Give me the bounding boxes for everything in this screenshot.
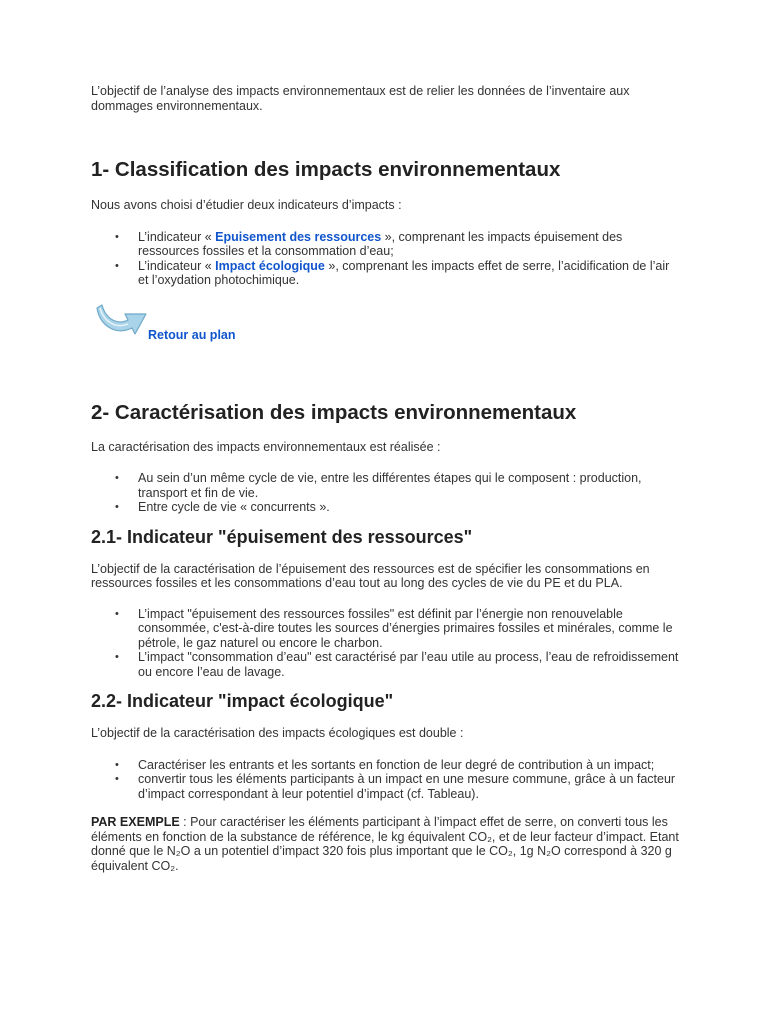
section-2-1-heading: 2.1- Indicateur "épuisement des ressources" bbox=[91, 526, 473, 547]
section-2-2-lead: L’objectif de la caractérisation des impacts écologiques est double : bbox=[91, 726, 464, 740]
section-1-list bbox=[91, 230, 683, 288]
example-label: PAR EXEMPLE bbox=[91, 815, 180, 829]
epuisement-ressources-link[interactable]: Epuisement des ressources bbox=[215, 229, 382, 244]
document-page bbox=[91, 84, 683, 873]
example-paragraph bbox=[91, 815, 683, 873]
section-2-lead: La caractérisation des impacts environnementaux est réalisée : bbox=[91, 439, 441, 454]
list-item: • L’impact "épuisement des ressources fossiles" est définit par l’énergie non renouvelable consommée, c'est-à-dire toutes les sources d’énergies primaires fossiles et minérales, comme le pétrole, le gaz naturel ou encore le charbon. bbox=[138, 607, 683, 651]
intro-paragraph: L’objectif de l’analyse des impacts environnementaux est de relier les données de l’inventaire aux dommages environnementaux. bbox=[91, 84, 630, 113]
section-2-1-lead: L’objectif de la caractérisation de l’épuisement des ressources est de spécifier les consommations en ressources fossiles et les consommations d’eau tout au long des cycles de vie du PE et du PLA. bbox=[91, 561, 650, 590]
section-2-list bbox=[91, 471, 683, 515]
section-1-heading: 1- Classification des impacts environnementaux bbox=[91, 158, 561, 181]
section-1-lead: Nous avons choisi d’étudier deux indicateurs d’impacts : bbox=[91, 198, 402, 212]
example-text: : Pour caractériser les éléments participant à l’impact effet de serre, on converti tous les éléments en fonction de la substance de référence, le kg équivalent CO₂, et de leur facteur d’impact. Etant donné que le N₂O a un potentiel d’impact 320 fois plus important que le CO₂, 1g N₂O correspond à 320 g équivalent CO₂. bbox=[91, 815, 679, 873]
list-item: • Au sein d’un même cycle de vie, entre les différentes étapes qui le composent : production, transport et fin de vie. bbox=[138, 471, 683, 500]
list-item: • L’indicateur « Impact écologique », comprenant les impacts effet de serre, l’acidification de l’air et l’oxydation photochimique. bbox=[138, 259, 683, 288]
section-2-1-list bbox=[91, 607, 683, 680]
section-2-2-list bbox=[91, 758, 683, 802]
impact-ecologique-link[interactable]: Impact écologique bbox=[215, 258, 325, 273]
list-item: • convertir tous les éléments participants à un impact en une mesure commune, grâce à un facteur d’impact correspondant à leur potentiel d’impact (cf. Tableau). bbox=[138, 772, 683, 801]
list-item: • L’impact "consommation d’eau" est caractérisé par l’eau utile au process, l’eau de refroidissement ou encore l’eau de lavage. bbox=[138, 650, 683, 679]
list-item: • L’indicateur « Epuisement des ressources », comprenant les impacts épuisement des ressources fossiles et la consommation d’eau; bbox=[138, 230, 683, 259]
list-item: • Caractériser les entrants et les sortants en fonction de leur degré de contribution à un impact; bbox=[138, 758, 683, 773]
back-to-plan[interactable] bbox=[91, 302, 683, 348]
list-item: • Entre cycle de vie « concurrents ». bbox=[138, 500, 683, 515]
section-2-2-heading: 2.2- Indicateur "impact écologique" bbox=[91, 691, 394, 711]
curved-arrow-up-icon[interactable] bbox=[94, 302, 148, 338]
section-2-heading: 2- Caractérisation des impacts environnementaux bbox=[91, 400, 577, 424]
back-to-plan-link[interactable]: Retour au plan bbox=[148, 327, 236, 342]
